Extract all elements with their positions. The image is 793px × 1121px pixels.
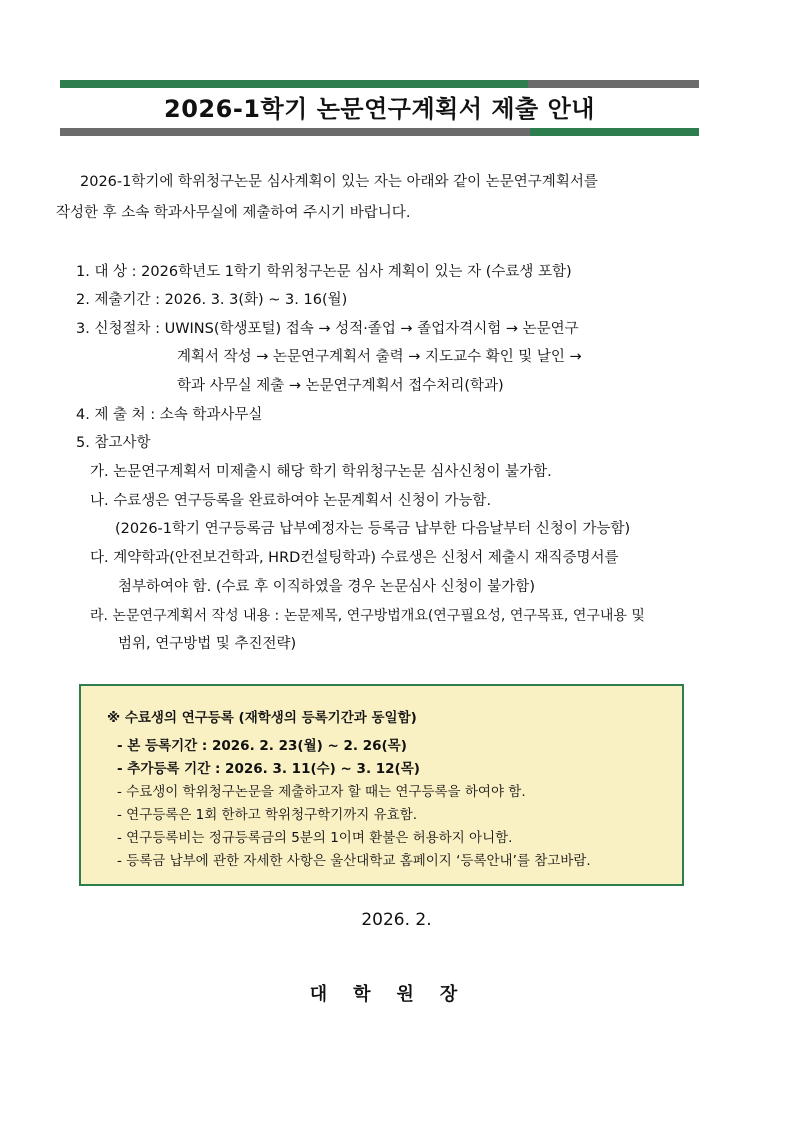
box-extra-period: - 추가등록 기간 : 2026. 3. 11(수) ~ 3. 12(목) (117, 761, 420, 777)
note-da-line-2: 첨부하여야 함. (수료 후 이직하였을 경우 논문심사 신청이 불가함) (118, 579, 535, 595)
intro-line-1: 2026-1학기에 학위청구논문 심사계획이 있는 자는 아래와 같이 논문연구계획서를 (80, 174, 598, 190)
note-ra-line-1: 라. 논문연구계획서 작성 내용 : 논문제목, 연구방법개요(연구필요성, 연구목표, 연구내용 및 (90, 608, 645, 624)
item-target: 1. 대 상 : 2026학년도 1학기 학위청구논문 심사 계획이 있는 자 (수료생 포함) (76, 264, 572, 280)
title-bar-bottom-green (530, 128, 699, 136)
intro-line-2: 작성한 후 소속 학과사무실에 제출하여 주시기 바랍니다. (56, 205, 411, 221)
title-bar-top-gray (528, 80, 699, 88)
box-line-1: - 수료생이 학위청구논문을 제출하고자 할 때는 연구등록을 하여야 함. (117, 784, 526, 800)
title-bar-top-green (60, 80, 528, 88)
page-title: 2026-1학기 논문연구계획서 제출 안내 (164, 95, 595, 123)
item-notes-header: 5. 참고사항 (76, 435, 151, 451)
note-ra-line-2: 범위, 연구방법 및 추진전략) (118, 636, 297, 652)
item-procedure-line-1: 3. 신청절차 : UWINS(학생포털) 접속 → 성적·졸업 → 졸업자격시험 → 논문연구 (76, 321, 579, 337)
item-procedure-line-3: 학과 사무실 제출 → 논문연구계획서 접수처리(학과) (177, 378, 504, 394)
registration-info-box (79, 684, 684, 886)
title-bar-bottom-gray (60, 128, 530, 136)
signature: 대학원장 (309, 984, 484, 1005)
box-line-3: - 연구등록비는 정규등록금의 5분의 1이며 환불은 허용하지 아니함. (117, 830, 513, 846)
item-period: 2. 제출기간 : 2026. 3. 3(화) ~ 3. 16(월) (76, 292, 348, 308)
box-line-2: - 연구등록은 1회 한하고 학위청구학기까지 유효함. (117, 807, 418, 823)
document-date: 2026. 2. (361, 910, 432, 930)
box-main-period: - 본 등록기간 : 2026. 2. 23(월) ~ 2. 26(목) (117, 738, 407, 754)
note-ga: 가. 논문연구계획서 미제출시 해당 학기 학위청구논문 심사신청이 불가함. (90, 464, 552, 480)
box-heading: ※ 수료생의 연구등록 (재학생의 등록기간과 동일함) (107, 710, 417, 726)
box-line-4: - 등록금 납부에 관한 자세한 사항은 울산대학교 홈페이지 ‘등록안내’를 참고바람. (117, 853, 591, 869)
note-na-line-1: 나. 수료생은 연구등록을 완료하여야 논문계획서 신청이 가능함. (90, 493, 492, 509)
note-na-line-2: (2026-1학기 연구등록금 납부예정자는 등록금 납부한 다음날부터 신청이 가능함) (115, 521, 631, 537)
note-da-line-1: 다. 계약학과(안전보건학과, HRD컨설팅학과) 수료생은 신청서 제출시 재직증명서를 (90, 550, 619, 566)
item-procedure-line-2: 계획서 작성 → 논문연구계획서 출력 → 지도교수 확인 및 날인 → (177, 349, 582, 365)
item-submit-to: 4. 제 출 처 : 소속 학과사무실 (76, 407, 263, 423)
